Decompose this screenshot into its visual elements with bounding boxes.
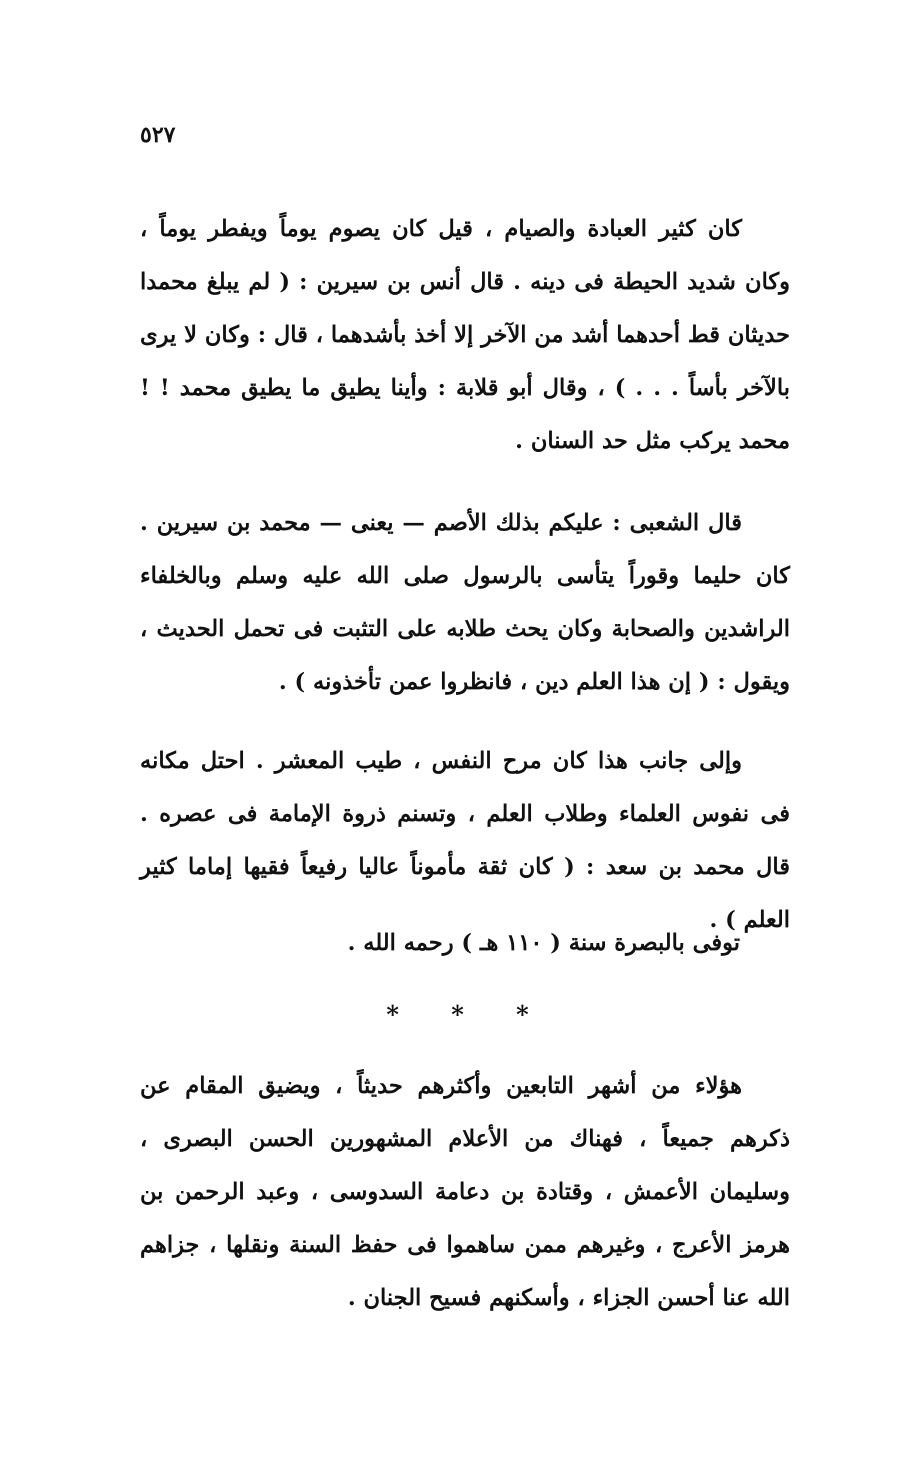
paragraph-text: كان كثير العبادة والصيام ، قيل كان يصوم يوماً ويفطر يوماً ، وكان شديد الحيطة فى دينه . قال أنس بن سيرين : ( لم يبلغ محمدا حديثان قط أحدهما أشد من الآخر إلا أخذ بأشدهما ، قال : وكان لا يرى بالآخر بأساً . . . ) ، وقال أبو قلابة : وأينا يطيق ما يطيق محمد ! ! محمد يركب مثل حد السنان . [140, 216, 790, 454]
paragraph-text: قال الشعبى : عليكم بذلك الأصم — يعنى — محمد بن سيرين . كان حليما وقوراً يتأسى بالرسول صلى الله عليه وسلم وبالخلفاء الراشدين والصحابة وكان يحث طلابه على التثبت فى تحمل الحديث ، ويقول : ( إن هذا العلم دين ، فانظروا عمن تأخذونه ) . [140, 510, 790, 695]
page-number: ٥٢٧ [140, 122, 176, 148]
section-separator: * * * [386, 1000, 551, 1029]
paragraph-text: وإلى جانب هذا كان مرح النفس ، طيب المعشر . احتل مكانه فى نفوس العلماء وطلاب العلم ، وتسنم ذروة الإمامة فى عصره . قال محمد بن سعد : ( كان ثقة مأموناً عاليا رفيعاً فقيها إماما كثير العلم ) . [140, 748, 790, 933]
death-note: توفى بالبصرة سنة ( ١١٠ هـ ) رحمه الله . [347, 930, 740, 956]
closing-paragraph [140, 1060, 790, 1325]
paragraph-ibn-sirin-status [140, 735, 790, 947]
paragraph-text: هؤلاء من أشهر التابعين وأكثرهم حديثاً ، ويضيق المقام عن ذكرهم جميعاً ، فهناك من الأعلام المشهورين الحسن البصرى ، وسليمان الأعمش ، وقتادة بن دعامة السدوسى ، وعبد الرحمن بن هرمز الأعرج ، وغيرهم ممن ساهموا فى حفظ السنة ونقلها ، جزاهم الله عنا أحسن الجزاء ، وأسكنهم فسيح الجنان . [140, 1073, 790, 1311]
paragraph-ibn-sirin-worship [140, 203, 790, 468]
paragraph-ibn-sirin-character [140, 497, 790, 709]
